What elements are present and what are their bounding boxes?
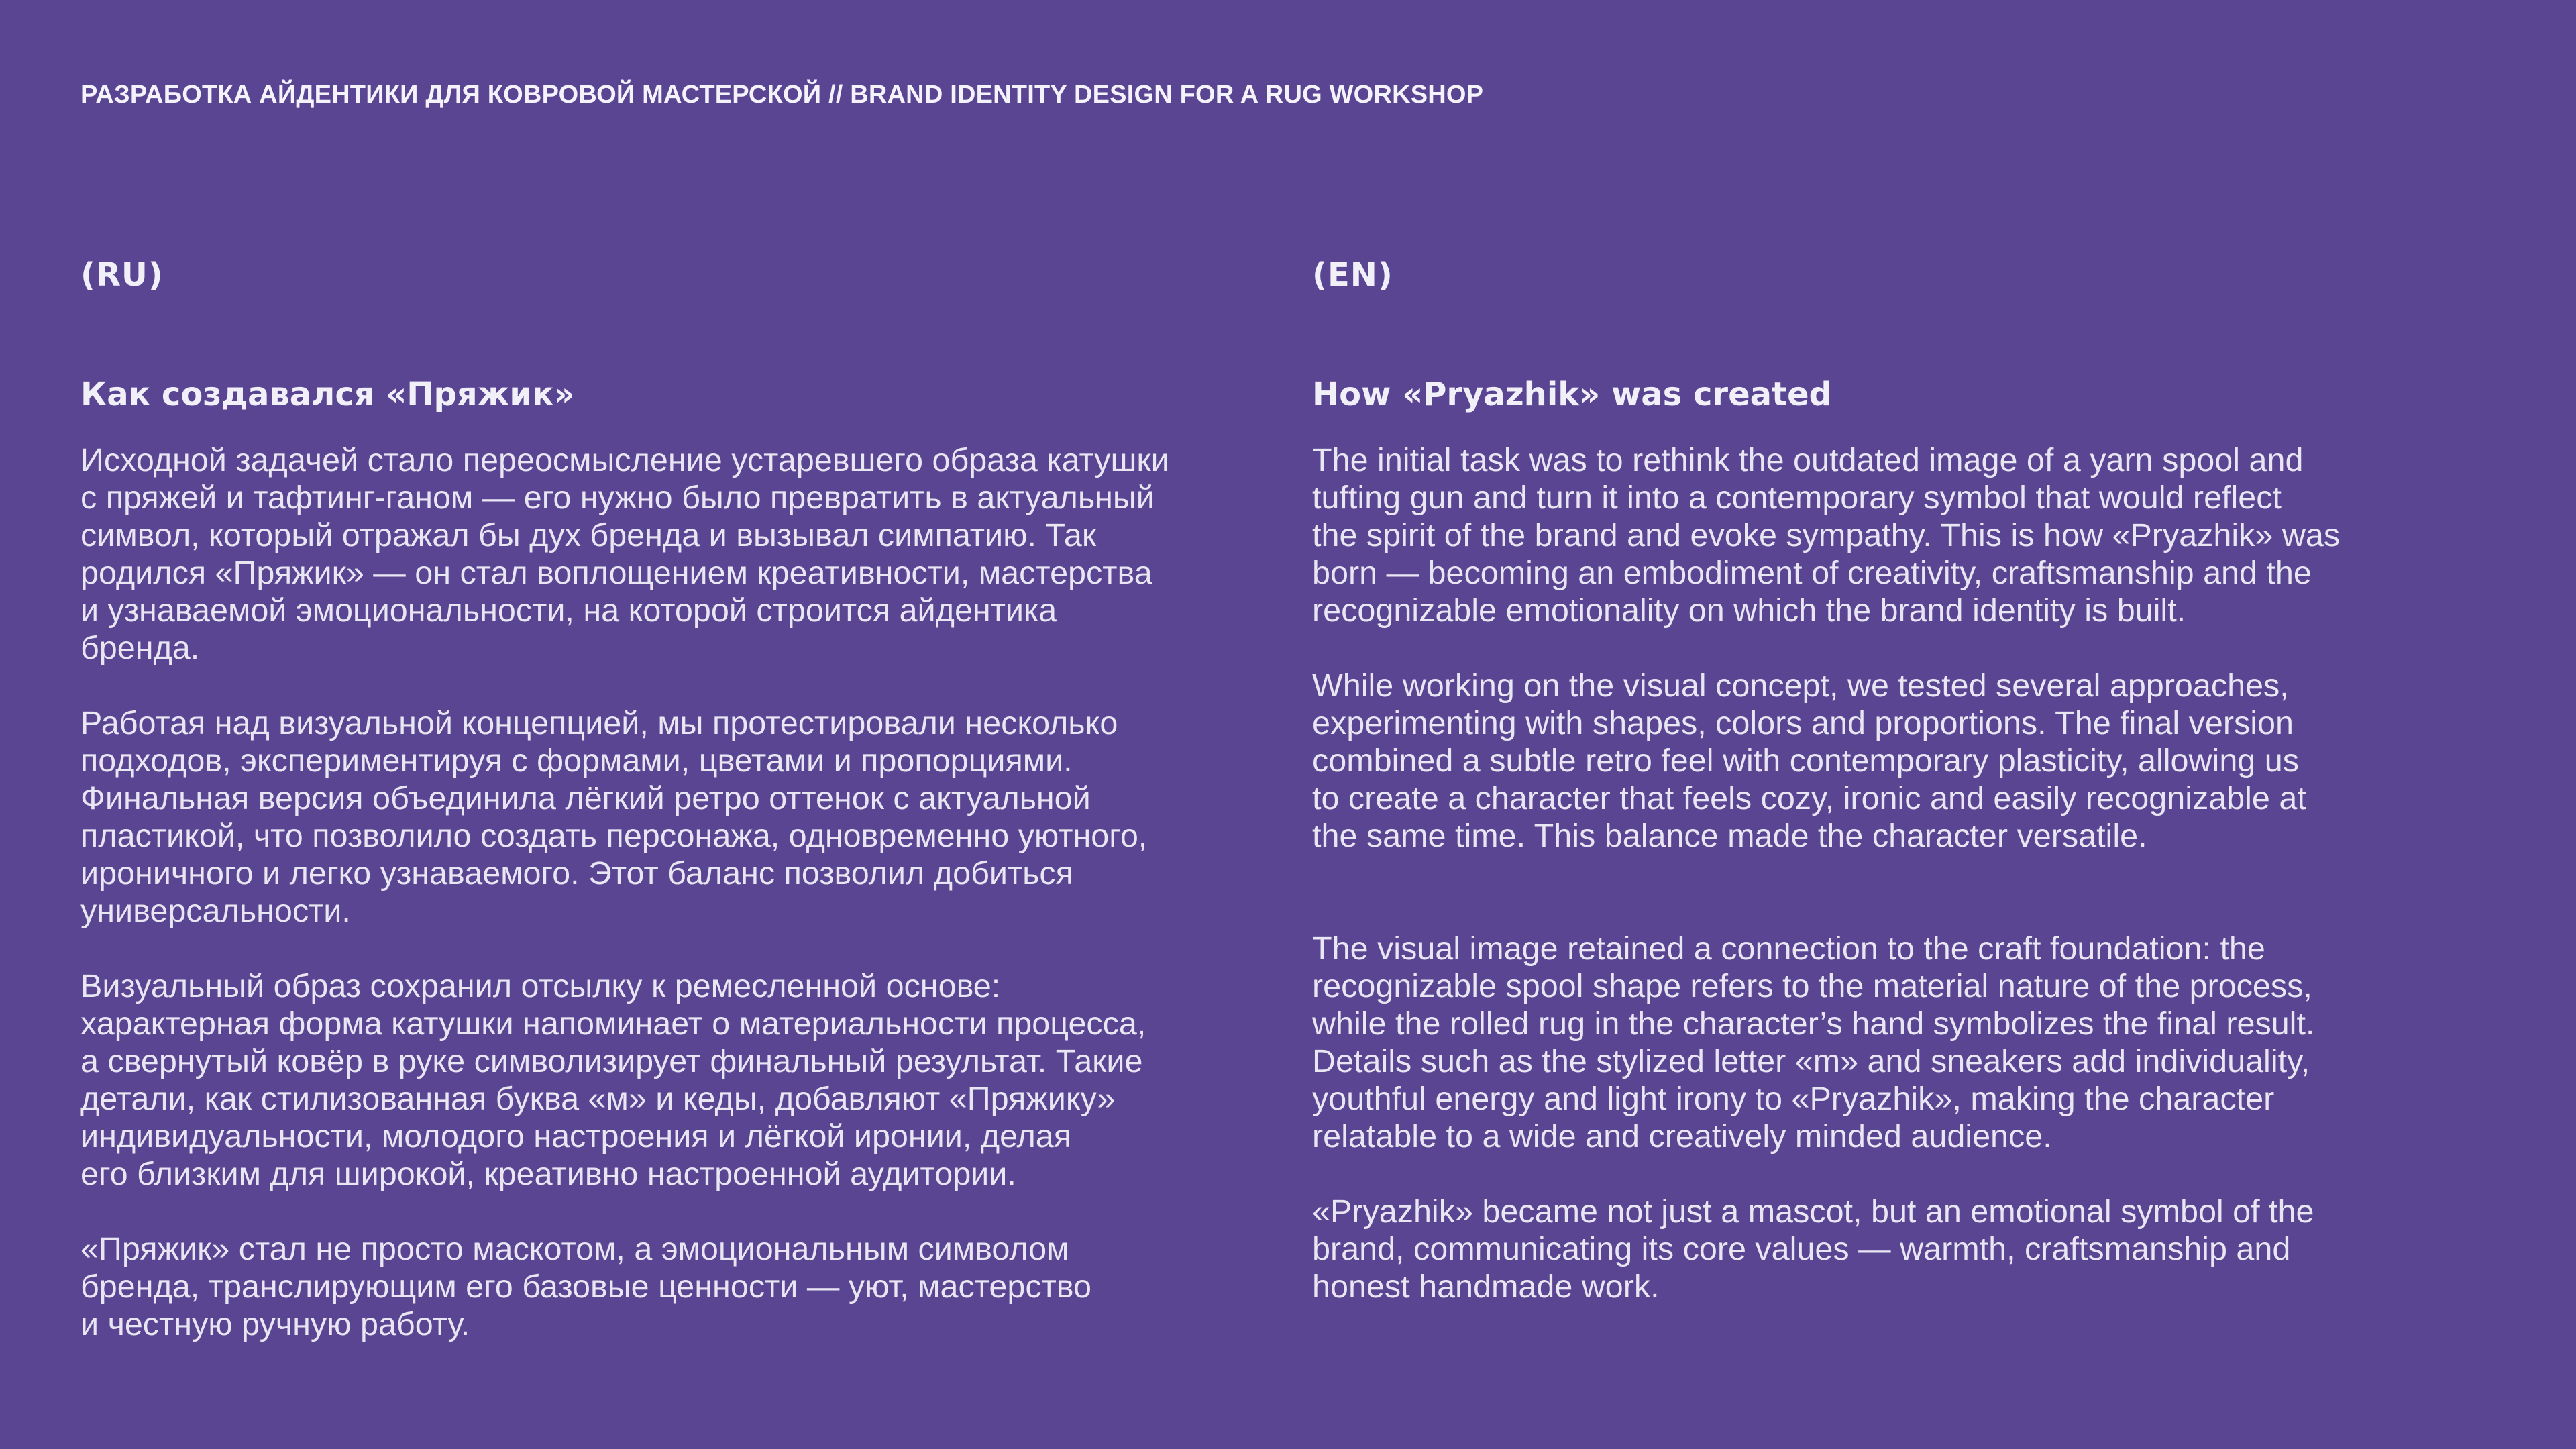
section-title-ru: Как создавался «Пряжик»	[80, 376, 575, 413]
paragraph-en-3: The visual image retained a connection to the craft foundation: the recognizable spool shape refers to the material nature of the process, while the rolled rug in the character’s hand symbolizes the final result. Details such as the stylized letter «m» and sneakers add individuality, youthful energy and light irony to «Pryazhik», making the character relatable to a wide and creatively minded audience.	[1312, 930, 2315, 1155]
paragraph-gap	[1312, 855, 2493, 930]
section-title-en: How «Pryazhik» was created	[1312, 376, 1832, 413]
body-text-ru	[80, 441, 1261, 1343]
paragraph-ru-1: Исходной задачей стало переосмысление устаревшего образа катушки с пряжей и тафтинг-ганом — его нужно было превратить в актуальный символ, который отражал бы дух бренда и вызывал симпатию. Так родился «Пряжик» — он стал воплощением креативности, мастерства и узнаваемой эмоциональности, на которой строится айдентика бренда.	[80, 442, 1169, 666]
paragraph-en-4: «Pryazhik» became not just a mascot, but an emotional symbol of the brand, communicating its core values — warmth, craftsmanship and honest handmade work.	[1312, 1193, 2314, 1305]
russian-column	[80, 255, 1261, 1342]
paragraph-en-1: The initial task was to rethink the outdated image of a yarn spool and tufting gun and turn it into a contemporary symbol that would reflect the spirit of the brand and evoke sympathy. This is how «Pryazhik» was born — becoming an embodiment of creativity, craftsmanship and the recognizable emotionality on which the brand identity is built.	[1312, 442, 2341, 629]
paragraph-en-2: While working on the visual concept, we tested several approaches, experimenting with shapes, colors and proportions. The final version combined a subtle retro feel with contemporary plasticity, allowing us to create a character that feels cozy, ironic and easily recognizable at the same time. This balance made the character versatile.	[1312, 667, 2306, 854]
lang-tag-ru: (RU)	[80, 256, 164, 294]
paragraph-ru-3: Визуальный образ сохранил отсылку к ремесленной основе: характерная форма катушки напоминает о материальности процесса, а свернутый ковёр в руке символизирует финальный результат. Такие детали, как стилизованная буква «м» и кеды, добавляют «Пряжику» индивидуальности, молодого настроения и лёгкой иронии, делая его близким для широкой, креативно настроенной аудитории.	[80, 968, 1146, 1192]
paragraph-ru-2: Работая над визуальной концепцией, мы протестировали несколько подходов, экспериментируя с формами, цветами и пропорциями. Финальная версия объединила лёгкий ретро оттенок с актуальной пластикой, что позволило создать персонажа, одновременно уютного, ироничного и легко узнаваемого. Этот баланс позволил добиться универсальности.	[80, 705, 1148, 929]
english-column	[1312, 255, 2493, 1305]
paragraph-gap	[1312, 1155, 2493, 1193]
paragraph-gap	[80, 1193, 1261, 1230]
body-text-en	[1312, 441, 2493, 1305]
paragraph-gap	[80, 667, 1261, 704]
paragraph-ru-4: «Пряжик» стал не просто маскотом, а эмоциональным символом бренда, транслирующим его базовые ценности — уют, мастерство и честную ручную работу.	[80, 1231, 1092, 1342]
paragraph-gap	[80, 930, 1261, 967]
page-header: РАЗРАБОТКА АЙДЕНТИКИ ДЛЯ КОВРОВОЙ МАСТЕРСКОЙ // BRAND IDENTITY DESIGN FOR A RUG WORKSHOP	[80, 80, 1484, 109]
lang-tag-en: (EN)	[1312, 256, 1393, 294]
paragraph-gap	[1312, 629, 2493, 667]
